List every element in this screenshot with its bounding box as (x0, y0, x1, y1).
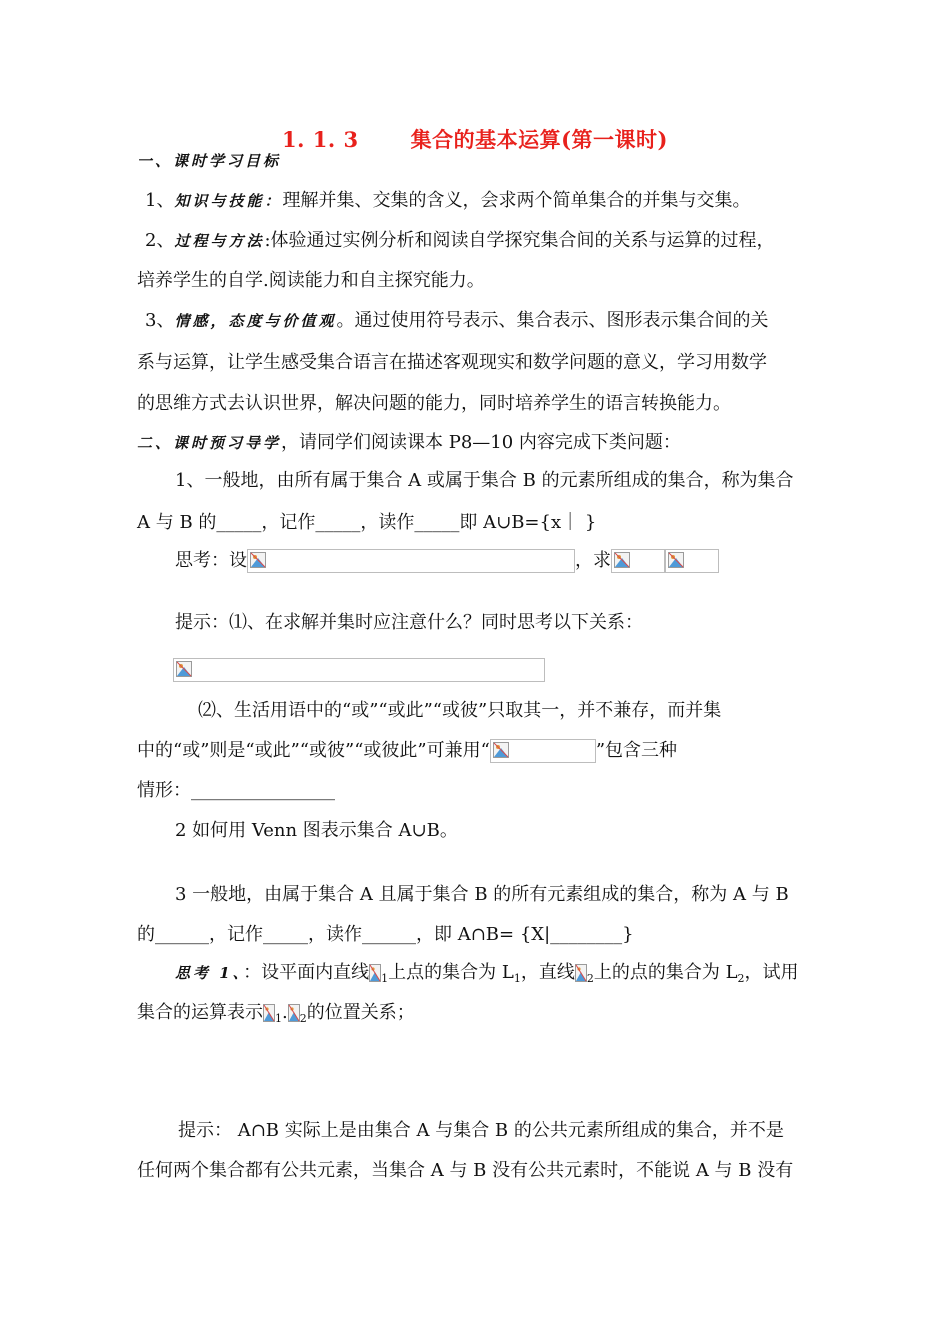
formula-image-4 (173, 658, 545, 682)
broken-image-icon (369, 964, 381, 982)
think-text: 上点的集合为 L (388, 962, 514, 983)
line-l1-image-2 (263, 1004, 275, 1022)
think-text: 思考：设 (175, 550, 247, 571)
think-2-line2 (137, 1000, 415, 1032)
section-1-heading (137, 148, 281, 174)
think-text: 上的点的集合为 L (593, 962, 738, 983)
hint-3-line2: 任何两个集合都有公共元素，当集合 A 与 B 没有公共元素时，不能说 A 与 B 没有 (137, 1160, 794, 1181)
section-2-heading (137, 430, 681, 456)
broken-image-icon (176, 661, 192, 677)
title-text: 集合的基本运算(第一课时) (410, 127, 668, 152)
think-label: 思考 1、 (175, 964, 244, 982)
think-1 (175, 548, 719, 574)
goal-label: 过程与方法 (174, 232, 265, 250)
formula-image-2 (611, 549, 665, 573)
formula-image-5 (490, 739, 596, 763)
subscript: 2 (299, 1012, 307, 1025)
think-text: ，求 (575, 550, 611, 571)
q3-line1: 3 一般地，由属于集合 A 且属于集合 B 的所有元素组成的集合，称为 A 与 B (175, 884, 789, 905)
subscript: 1 (275, 1012, 282, 1025)
think-text: 集合的运算表示 (137, 1002, 263, 1023)
goal-2-line2: 培养学生的自学.阅读能力和自主探究能力。 (137, 270, 485, 291)
hint-2-line1: ⑵、生活用语中的“或”“或此”“或彼”只取其一，并不兼存，而并集 (198, 700, 722, 721)
formula-image-1 (247, 549, 575, 573)
subscript: 1 (381, 972, 389, 985)
q1-line2: A 与 B 的_____，记作_____，读作_____即 A∪B={x｜ } (137, 512, 597, 533)
formula-row (173, 657, 545, 683)
broken-image-icon (493, 742, 509, 758)
hint-text: ”包含三种 (595, 740, 678, 761)
heading-text: 一、课时学习目标 (137, 152, 282, 170)
goal-2-line1 (145, 228, 775, 254)
hint-2-line2 (137, 738, 677, 764)
subscript: 2 (586, 972, 594, 985)
broken-image-icon (575, 964, 587, 982)
goal-num: 3、 (145, 310, 175, 331)
line-l2-image (575, 964, 587, 982)
hint-text: 中的“或”则是“或此”“或彼”“或彼此”可兼用“ (137, 740, 490, 761)
goal-text: 理解并集、交集的含义，会求两个简单集合的并集与交集。 (282, 190, 751, 211)
goal-3-line1 (145, 308, 768, 334)
think-text: ，直线 (520, 962, 575, 983)
goal-3-line2: 系与运算，让学生感受集合语言在描述客观现实和数学问题的意义，学习用数学 (137, 352, 767, 373)
think-text: ：设平面内直线 (243, 962, 370, 983)
heading-note: ，请同学们阅读课本 P8—10 内容完成下类问题： (281, 432, 681, 453)
broken-image-icon (250, 552, 266, 568)
subscript: 2 (737, 972, 745, 985)
q3-line2: 的______，记作_____，读作______，即 A∩B= {X|________} (137, 924, 634, 945)
line-l2-image-2 (288, 1004, 300, 1022)
think-text: ，试用 (744, 962, 799, 983)
broken-image-icon (263, 1004, 275, 1022)
think-2-line1 (175, 960, 799, 992)
goal-label: 情感，态度与价值观 (174, 312, 337, 330)
broken-image-icon (288, 1004, 300, 1022)
hint-3-line1: 提示： A∩B 实际上是由集合 A 与集合 B 的公共元素所组成的集合，并不是 (178, 1120, 784, 1141)
goal-1 (145, 188, 750, 214)
goal-text: :体验通过实例分析和阅读自学探究集合间的关系与运算的过程， (264, 230, 775, 251)
goal-num: 1、 (145, 190, 175, 211)
title-number: 1. 1. 3 (282, 127, 359, 152)
q2: 2 如何用 Venn 图表示集合 A∪B。 (175, 820, 458, 841)
formula-image-3 (665, 549, 719, 573)
think-text: 的位置关系； (306, 1002, 415, 1023)
broken-image-icon (668, 552, 684, 568)
goal-3-line3: 的思维方式去认识世界，解决问题的能力，同时培养学生的语言转换能力。 (137, 393, 731, 414)
line-l1-image (369, 964, 381, 982)
goal-text: 。通过使用符号表示、集合表示、图形表示集合间的关 (336, 310, 769, 331)
hint-1: 提示：⑴、在求解并集时应注意什么？同时思考以下关系： (175, 612, 643, 633)
subscript: 1 (513, 972, 521, 985)
hint-2-line3: 情形：________________ (137, 780, 335, 801)
q1-line1: 1、一般地，由所有属于集合 A 或属于集合 B 的元素所组成的集合，称为集合 (175, 470, 794, 491)
heading-text: 二、课时预习导学 (137, 434, 282, 452)
broken-image-icon (614, 552, 630, 568)
goal-label: 知识与技能： (174, 192, 283, 210)
think-text: . (282, 1002, 288, 1023)
goal-num: 2、 (145, 230, 175, 251)
